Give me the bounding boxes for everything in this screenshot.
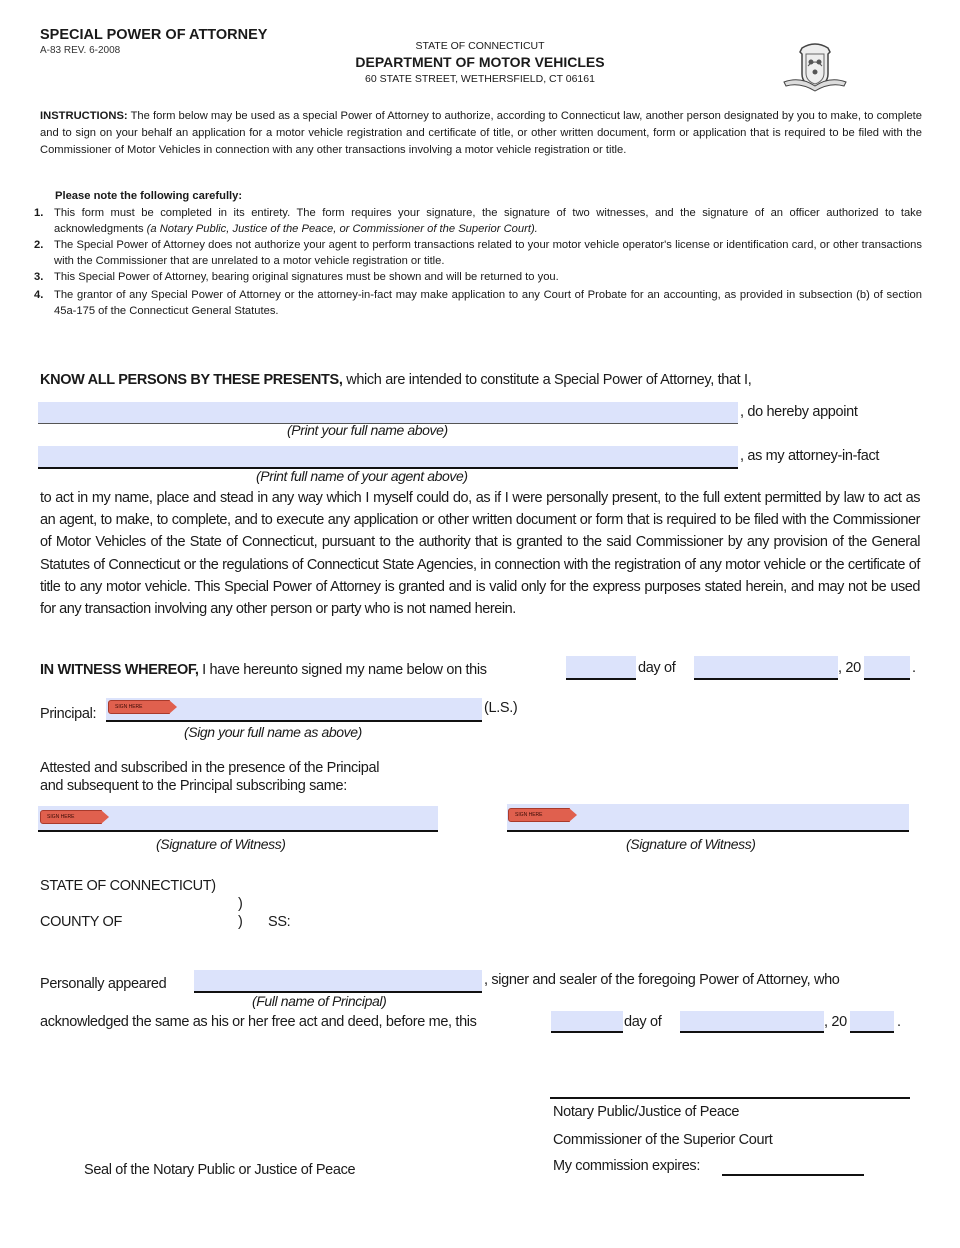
year-prefix: , 20	[824, 1014, 847, 1030]
principal-name-suffix: , do hereby appoint	[740, 404, 858, 420]
department-name: DEPARTMENT OF MOTOR VEHICLES	[355, 54, 605, 70]
agent-name-caption: (Print full name of your agent above)	[256, 468, 468, 484]
notary-seal-label: Seal of the Notary Public or Justice of Peace	[84, 1162, 356, 1178]
note-text: This form must be completed in its entirety. The form requires your signature, the signature of two witnesses, and the signature of an officer authorized to take acknowledgments (a Notary Public, Justice of the Peace, or Commissioner of the Superior Court).	[54, 207, 922, 235]
appeared-suffix: , signer and sealer of the foregoing Power of Attorney, who	[484, 972, 840, 988]
notary-year-input[interactable]	[850, 1011, 894, 1033]
sign-here-tag[interactable]: SIGN HERE	[508, 808, 570, 822]
appeared-name-input[interactable]	[194, 970, 482, 993]
period: .	[912, 660, 916, 676]
connecticut-state-seal-icon	[780, 38, 850, 98]
attest-line-2: and subsequent to the Principal subscribing same:	[40, 778, 347, 794]
note-item	[34, 287, 922, 319]
notes-heading: Please note the following carefully:	[55, 190, 243, 202]
notary-title-2: Commissioner of the Superior Court	[553, 1132, 773, 1148]
note-number: 1.	[34, 207, 44, 219]
instructions-paragraph	[40, 108, 922, 160]
witness-1-caption: (Signature of Witness)	[156, 836, 286, 852]
notes-list	[34, 205, 922, 319]
notary-state-label: STATE OF CONNECTICUT)	[40, 878, 216, 894]
execution-month-input[interactable]	[694, 656, 838, 680]
day-of-label: day of	[638, 660, 676, 676]
state-name: STATE OF CONNECTICUT	[415, 40, 545, 52]
note-number: 3.	[34, 271, 44, 283]
acknowledged-text: acknowledged the same as his or her free act and deed, before me, this	[40, 1014, 477, 1030]
day-of-label: day of	[624, 1014, 662, 1030]
agent-name-suffix: , as my attorney-in-fact	[740, 448, 880, 464]
note-item	[34, 269, 922, 285]
attest-line-1: Attested and subscribed in the presence of the Principal	[40, 760, 380, 776]
county-label: COUNTY OF	[40, 914, 122, 930]
grant-intro: KNOW ALL PERSONS BY THESE PRESENTS, which are intended to constitute a Special Power of Attorney, that I,	[40, 372, 752, 388]
year-prefix: , 20	[838, 660, 861, 676]
appeared-caption: (Full name of Principal)	[252, 993, 387, 1009]
period: .	[897, 1014, 901, 1030]
paren: )	[238, 914, 243, 930]
principal-name-input[interactable]	[38, 402, 738, 424]
notary-month-input[interactable]	[680, 1011, 824, 1033]
notary-title-1: Notary Public/Justice of Peace	[553, 1104, 740, 1120]
ls-label: (L.S.)	[484, 700, 518, 716]
principal-signature-caption: (Sign your full name as above)	[184, 724, 362, 740]
commission-expires-input[interactable]	[722, 1174, 864, 1176]
appeared-label: Personally appeared	[40, 976, 167, 992]
note-number: 4.	[34, 289, 44, 301]
agent-name-input[interactable]	[38, 446, 738, 469]
note-text: The Special Power of Attorney does not authorize your agent to perform transactions related to your motor vehicle operator's license or identification card, or other transactions with the Commissioner that are unrelated to a motor vehicle registration or title.	[54, 239, 922, 267]
instructions-label: INSTRUCTIONS:	[40, 110, 128, 122]
note-item	[34, 205, 922, 237]
department-address: 60 STATE STREET, WETHERSFIELD, CT 06161	[365, 73, 595, 85]
witness-2-caption: (Signature of Witness)	[626, 836, 756, 852]
sign-here-tag[interactable]: SIGN HERE	[40, 810, 102, 824]
note-number: 2.	[34, 239, 44, 251]
note-item	[34, 237, 922, 269]
instructions-text: The form below may be used as a special Power of Attorney to authorize, according to Connecticut law, another person designated by you to make, to complete and to sign on your behalf an application for a motor vehicle registration and certificate of title, or other written document, form or application that is required to be filed with the Commissioner of Motor Vehicles in connection with any other transactions involving a motor vehicle registration or title.	[40, 110, 923, 157]
notary-day-input[interactable]	[551, 1011, 623, 1033]
execution-year-input[interactable]	[864, 656, 910, 680]
principal-name-caption: (Print your full name above)	[287, 422, 448, 438]
form-number: A-83 REV. 6-2008	[40, 45, 121, 56]
sign-here-tag[interactable]: SIGN HERE	[108, 700, 170, 714]
form-title: SPECIAL POWER OF ATTORNEY	[40, 27, 268, 43]
execution-day-input[interactable]	[566, 656, 636, 680]
note-text: The grantor of any Special Power of Attorney or the attorney-in-fact may make application to any Court of Probate for an accounting, as provided in subsection (b) of section 45a-175 of the Connecticut General Statutes.	[54, 289, 922, 317]
commission-expires-label: My commission expires:	[553, 1158, 700, 1174]
ss-label: SS:	[268, 914, 291, 930]
note-text: This Special Power of Attorney, bearing original signatures must be shown and will be returned to you.	[54, 271, 559, 283]
paren: )	[238, 896, 243, 912]
grant-body: to act in my name, place and stead in any way which I myself could do, as if I were personally present, to the full extent permitted by law to act as an agent, to make, to complete, and to execute any application or other written document or form that is required to be filed with the Commissioner of Motor Vehicles of the State of Connecticut, pursuant to the authority that is granted to the said Commissioner by any provision of the General Statutes of Connecticut or the regulations of Connecticut State Agencies, in connection with the registration of any motor vehicle or the certificate of title to any motor vehicle. This Special Power of Attorney is granted and is valid only for the express purposes stated herein, and may not be used for any transaction involving any other person or party who is not named herein.	[40, 490, 920, 618]
notary-signature-line[interactable]	[550, 1097, 910, 1099]
witness-intro: IN WITNESS WHEREOF, I have hereunto signed my name below on this	[40, 662, 487, 678]
principal-label: Principal:	[40, 706, 97, 722]
